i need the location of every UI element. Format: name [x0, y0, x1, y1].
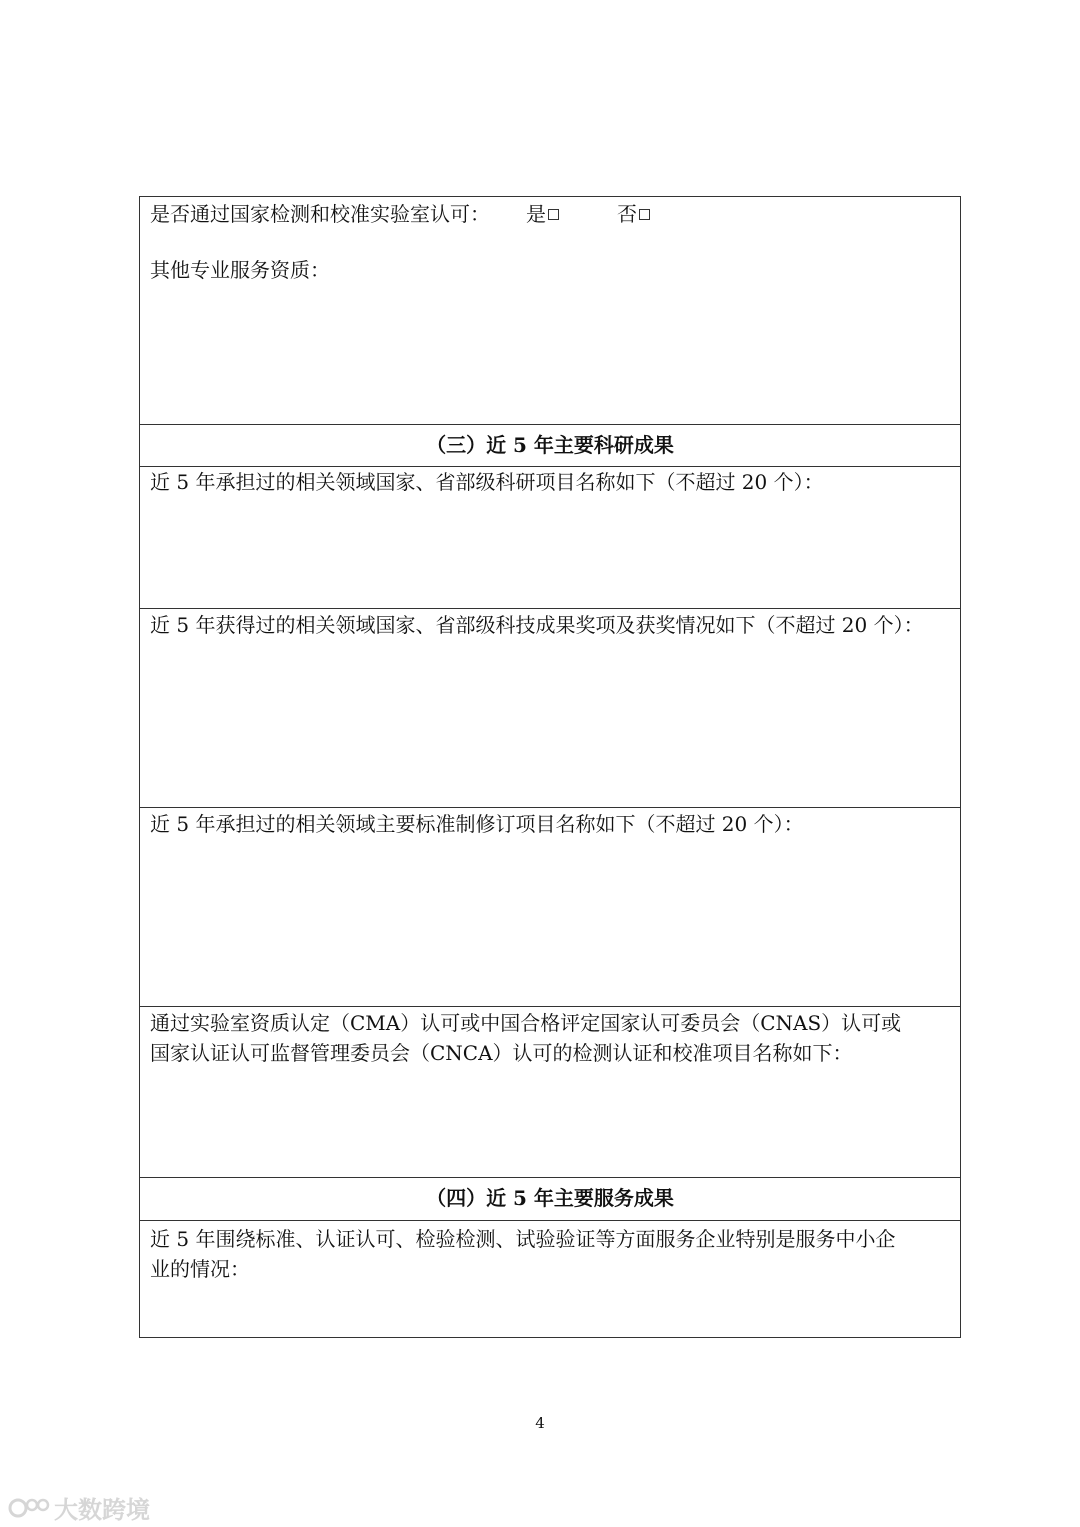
watermark — [8, 1490, 150, 1525]
service-results-cell — [140, 1221, 960, 1337]
accreditation-label-line2: 国家认证认可监督管理委员会（CNCA）认可的检测认证和校准项目名称如下： — [150, 1041, 853, 1065]
section3-title: （三）近 5 年主要科研成果 — [140, 425, 960, 467]
form-table — [139, 196, 961, 1338]
standards-projects-label: 近 5 年承担过的相关领域主要标准制修订项目名称如下（不超过 20 个）： — [150, 812, 804, 836]
watermark-text: 大数跨境 — [54, 1496, 150, 1524]
research-awards-cell — [140, 609, 960, 808]
no-label: 否 — [617, 202, 637, 226]
page-number: 4 — [535, 1414, 545, 1432]
section4-title: （四）近 5 年主要服务成果 — [140, 1178, 960, 1221]
research-awards-label: 近 5 年获得过的相关领域国家、省部级科技成果奖项及获奖情况如下（不超过 20 个）： — [150, 613, 924, 637]
no-checkbox[interactable] — [639, 209, 650, 220]
certification-question: 是否通过国家检测和校准实验室认可： — [150, 202, 490, 226]
research-projects-label: 近 5 年承担过的相关领域国家、省部级科研项目名称如下（不超过 20 个）： — [150, 470, 824, 494]
other-qualification-label: 其他专业服务资质： — [150, 258, 330, 282]
service-results-line1: 近 5 年围绕标准、认证认可、检验检测、试验验证等方面服务企业特别是服务中小企 — [150, 1227, 896, 1251]
service-results-line2: 业的情况： — [150, 1257, 250, 1281]
yes-option[interactable] — [526, 202, 559, 226]
yes-checkbox[interactable] — [548, 209, 559, 220]
no-option[interactable] — [617, 202, 650, 226]
yes-label: 是 — [526, 202, 546, 226]
standards-projects-cell — [140, 808, 960, 1007]
research-projects-cell — [140, 467, 960, 609]
accreditation-cell — [140, 1007, 960, 1178]
certification-cell — [140, 197, 960, 425]
certification-question-row — [150, 199, 950, 229]
accreditation-label-line1: 通过实验室资质认定（CMA）认可或中国合格评定国家认可委员会（CNAS）认可或 — [150, 1011, 902, 1035]
watermark-logo-icon — [8, 1496, 50, 1520]
